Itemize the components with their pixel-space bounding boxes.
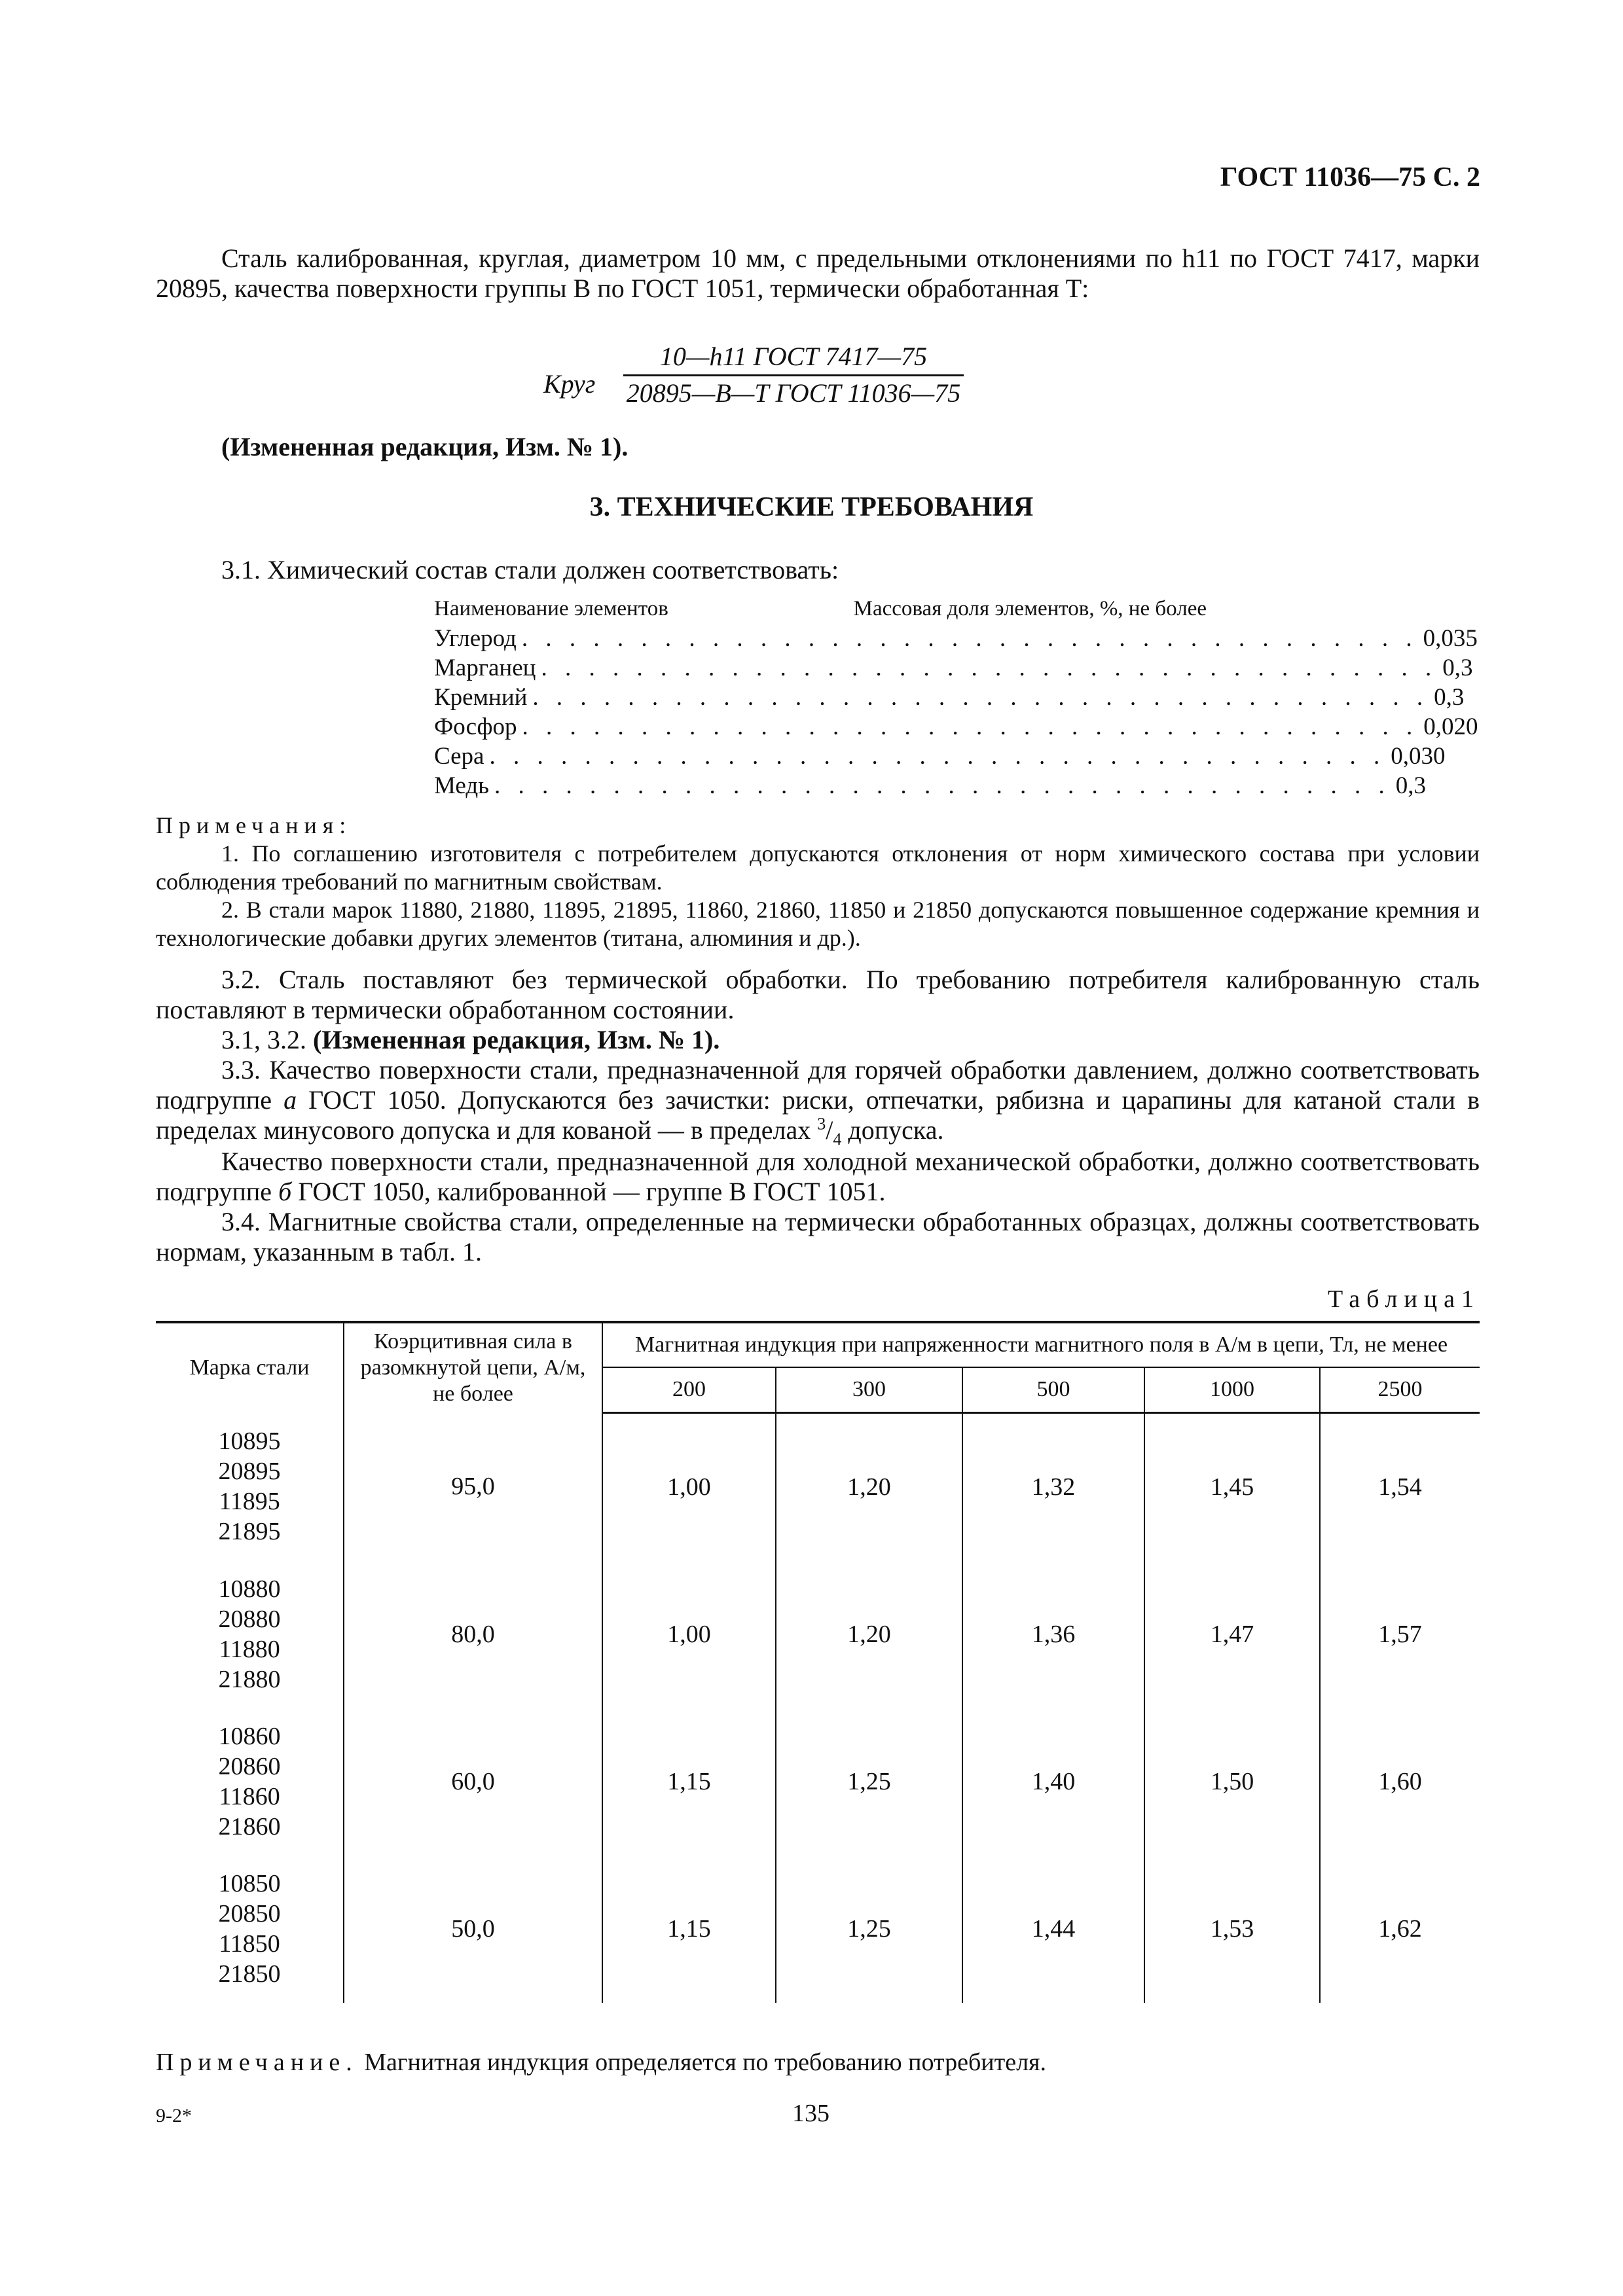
chem-row	[434, 653, 1473, 683]
steel-grade: 10895	[218, 1427, 281, 1456]
induction-cell: 1,00	[602, 1561, 776, 1708]
table-row	[156, 1412, 1480, 1561]
induction-cell: 1,50	[1144, 1708, 1320, 1856]
induction-cell: 1,44	[962, 1856, 1144, 2003]
table-caption: Таблица1	[1327, 1285, 1480, 1313]
chem-element-name: Фосфор	[434, 713, 517, 740]
page-number: 135	[792, 2100, 830, 2127]
steel-grade: 21880	[218, 1666, 281, 1693]
steel-grade: 20850	[218, 1900, 281, 1928]
p3-3-part-a: 3.3. Качество поверхности стали, предназначенной для горячей обработки давлением, должно соответствовать подгруппе	[156, 1055, 1480, 1115]
p3-3-italic-b: б	[278, 1177, 292, 1206]
induction-cell: 1,00	[602, 1412, 776, 1561]
paragraph-3-2: 3.2. Сталь поставляют без термической обработки. По требованию потребителя калиброванную сталь поставляют в термически обработанном состоянии.	[156, 965, 1480, 1024]
induction-cell: 1,40	[962, 1708, 1144, 1856]
chem-element-name: Марганец	[434, 655, 536, 681]
chem-row	[434, 771, 1427, 800]
col-header-grade: Марка стали	[156, 1322, 344, 1412]
steel-grade: 21860	[218, 1813, 281, 1840]
col-header-field: 500	[962, 1367, 1144, 1412]
magnetic-properties-table	[156, 1321, 1480, 2003]
steel-grades-cell	[156, 1708, 344, 1856]
formula-label: Круг	[543, 369, 596, 399]
chemical-composition-list	[434, 594, 1478, 800]
induction-cell: 1,62	[1320, 1856, 1480, 2003]
induction-cell: 1,20	[776, 1561, 962, 1708]
table-row	[156, 1561, 1480, 1708]
table-note-text: Магнитная индукция определяется по требованию потребителя.	[357, 2049, 1047, 2076]
edition-prefix: 3.1, 3.2.	[221, 1025, 313, 1054]
steel-grades-cell	[156, 1561, 344, 1708]
example-paragraph: Сталь калиброванная, круглая, диаметром 10 мм, с предельными отклонениями по h11 по ГОСТ 7417, марки 20895, качества поверхности группы В по ГОСТ 1051, термически обработанная Т:	[156, 243, 1480, 303]
table-note	[156, 2047, 1046, 2077]
footer-code: 9-2*	[156, 2105, 192, 2126]
steel-grade: 20895	[218, 1458, 281, 1486]
section-title: 3. ТЕХНИЧЕСКИЕ ТРЕБОВАНИЯ	[589, 492, 1034, 522]
induction-cell: 1,15	[602, 1856, 776, 2003]
p3-3-part-b: ГОСТ 1050. Допускаются без зачистки: риски, отпечатки, рябизна и царапины для катаной стали в пределах минусового допуска и для кованой — в пределах	[156, 1085, 1480, 1145]
edition-bold: (Измененная редакция, Изм. № 1).	[313, 1025, 720, 1054]
table-row	[156, 1856, 1480, 2003]
p3-3-part-c: допуска.	[841, 1115, 944, 1145]
paragraph-3-3-cont	[156, 1147, 1480, 1207]
induction-cell: 1,25	[776, 1856, 962, 2003]
note-1: 1. По соглашению изготовителя с потребителем допускаются отклонения от норм химического состава при условии соблюдения требований по магнитным свойствам.	[156, 840, 1480, 895]
induction-cell: 1,25	[776, 1708, 962, 1856]
col-header-induction: Магнитная индукция при напряженности магнитного поля в А/м в цепи, Тл, не менее	[602, 1322, 1480, 1367]
induction-cell: 1,32	[962, 1412, 1144, 1561]
induction-cell: 1,54	[1320, 1412, 1480, 1561]
chem-element-name: Сера	[434, 743, 484, 770]
steel-grade: 11860	[219, 1783, 280, 1810]
steel-grade: 20860	[218, 1753, 281, 1780]
formula-denominator: 20895—В—Т ГОСТ 11036—75	[626, 378, 961, 408]
p3-3-part-d: Качество поверхности стали, предназначенной для холодной механической обработки, должно соответствовать подгруппе	[156, 1147, 1480, 1206]
table-row	[156, 1708, 1480, 1856]
steel-grade: 10880	[218, 1575, 281, 1603]
chem-head-value: Массовая доля элементов, %, не более	[853, 597, 1207, 620]
note-2: 2. В стали марок 11880, 21880, 11895, 21895, 11860, 21860, 11850 и 21850 допускаются повышенное содержание кремния и технологические добавки других элементов (титана, алюминия и др.).	[156, 897, 1480, 951]
chem-element-name: Углерод	[434, 625, 517, 652]
dot-leader: . . . . . . . . . . . . . . . . . . . . . . . . . . . . . . . . . . . . . .	[494, 772, 1391, 799]
induction-cell: 1,57	[1320, 1561, 1480, 1708]
col-header-field: 1000	[1144, 1367, 1320, 1412]
col-header-field: 300	[776, 1367, 962, 1412]
formula-numerator: 10—h11 ГОСТ 7417—75	[659, 342, 928, 371]
chem-element-value: 0,3	[1434, 684, 1465, 711]
notes-block	[156, 812, 1480, 952]
p3-3-part-e: ГОСТ 1050, калиброванной — группе В ГОСТ 1051.	[291, 1177, 886, 1206]
col-header-field: 200	[602, 1367, 776, 1412]
dot-leader: . . . . . . . . . . . . . . . . . . . . . . . . . . . . . . . . . . . . . .	[489, 743, 1386, 770]
dot-leader: . . . . . . . . . . . . . . . . . . . . . . . . . . . . . . . . . . . . . .	[521, 625, 1418, 652]
dot-leader: . . . . . . . . . . . . . . . . . . . . . . . . . . . . . . . . . . . . . .	[541, 655, 1438, 681]
steel-grade: 11880	[219, 1636, 280, 1663]
steel-grades-cell	[156, 1412, 344, 1561]
steel-grade: 10850	[218, 1870, 281, 1897]
edition-note: (Измененная редакция, Изм. № 1).	[221, 432, 629, 461]
fraction-numerator: 3	[817, 1114, 826, 1134]
paragraph-3-4: 3.4. Магнитные свойства стали, определенные на термически обработанных образцах, должны соответствовать нормам, указанным в табл. 1.	[156, 1207, 1480, 1266]
fraction-denominator: 4	[833, 1130, 842, 1149]
induction-cell: 1,20	[776, 1412, 962, 1561]
steel-grade: 11850	[219, 1930, 280, 1958]
chem-element-value: 0,035	[1423, 625, 1478, 652]
dot-leader: . . . . . . . . . . . . . . . . . . . . . . . . . . . . . . . . . . . . . .	[532, 684, 1429, 711]
chem-head-name: Наименование элементов	[434, 597, 668, 620]
chem-element-value: 0,3	[1395, 772, 1427, 799]
induction-cell: 1,60	[1320, 1708, 1480, 1856]
induction-cell: 1,15	[602, 1708, 776, 1856]
chem-row	[434, 712, 1478, 742]
document-header: ГОСТ 11036—75 С. 2	[1220, 162, 1480, 192]
coercive-force-cell: 50,0	[344, 1856, 602, 2003]
coercive-force-cell: 60,0	[344, 1708, 602, 1856]
paragraph-3-1-3-2-edition	[156, 1025, 1480, 1055]
induction-cell: 1,45	[1144, 1412, 1320, 1561]
coercive-force-cell: 95,0	[344, 1412, 602, 1561]
chem-element-value: 0,020	[1423, 713, 1478, 740]
steel-grade: 21850	[218, 1960, 281, 1988]
paragraph-3-1: 3.1. Химический состав стали должен соответствовать:	[221, 555, 839, 584]
notes-title: Примечания:	[156, 812, 352, 838]
chem-row	[434, 742, 1446, 771]
chem-element-name: Кремний	[434, 684, 528, 711]
col-header-coercive: Коэрцитивная сила в разомкнутой цепи, А/м, не более	[344, 1322, 602, 1412]
steel-grade: 10860	[218, 1723, 281, 1750]
p3-3-italic-a: а	[283, 1085, 297, 1115]
chem-element-value: 0,030	[1391, 743, 1446, 770]
steel-grade: 20880	[218, 1605, 281, 1633]
steel-grade: 21895	[218, 1518, 281, 1546]
designation-formula	[543, 342, 1041, 427]
chem-row	[434, 624, 1478, 653]
paragraph-3-3: 3.3. Качество поверхности стали, предназначенной для горячей обработки давлением, должно соответствовать подгруппе а ГОСТ 1050. Допускаются без зачистки: риски, отпечатки, рябизна и царапины для катаной стали в пределах минусового допуска и для кованой — в пределах $^3/_4$ допуска.	[156, 1055, 1480, 1149]
induction-cell: 1,36	[962, 1561, 1144, 1708]
coercive-force-cell: 80,0	[344, 1561, 602, 1708]
chem-row	[434, 683, 1465, 712]
fraction-bar	[623, 374, 964, 376]
col-header-field: 2500	[1320, 1367, 1480, 1412]
induction-cell: 1,53	[1144, 1856, 1320, 2003]
steel-grades-cell	[156, 1856, 344, 2003]
chem-element-name: Медь	[434, 772, 490, 799]
chem-element-value: 0,3	[1442, 655, 1473, 681]
chem-list-header	[434, 594, 1207, 624]
steel-grade: 11895	[219, 1488, 280, 1516]
dot-leader: . . . . . . . . . . . . . . . . . . . . . . . . . . . . . . . . . . . . . .	[522, 713, 1419, 740]
induction-cell: 1,47	[1144, 1561, 1320, 1708]
table-note-label: Примечание.	[156, 2049, 358, 2076]
